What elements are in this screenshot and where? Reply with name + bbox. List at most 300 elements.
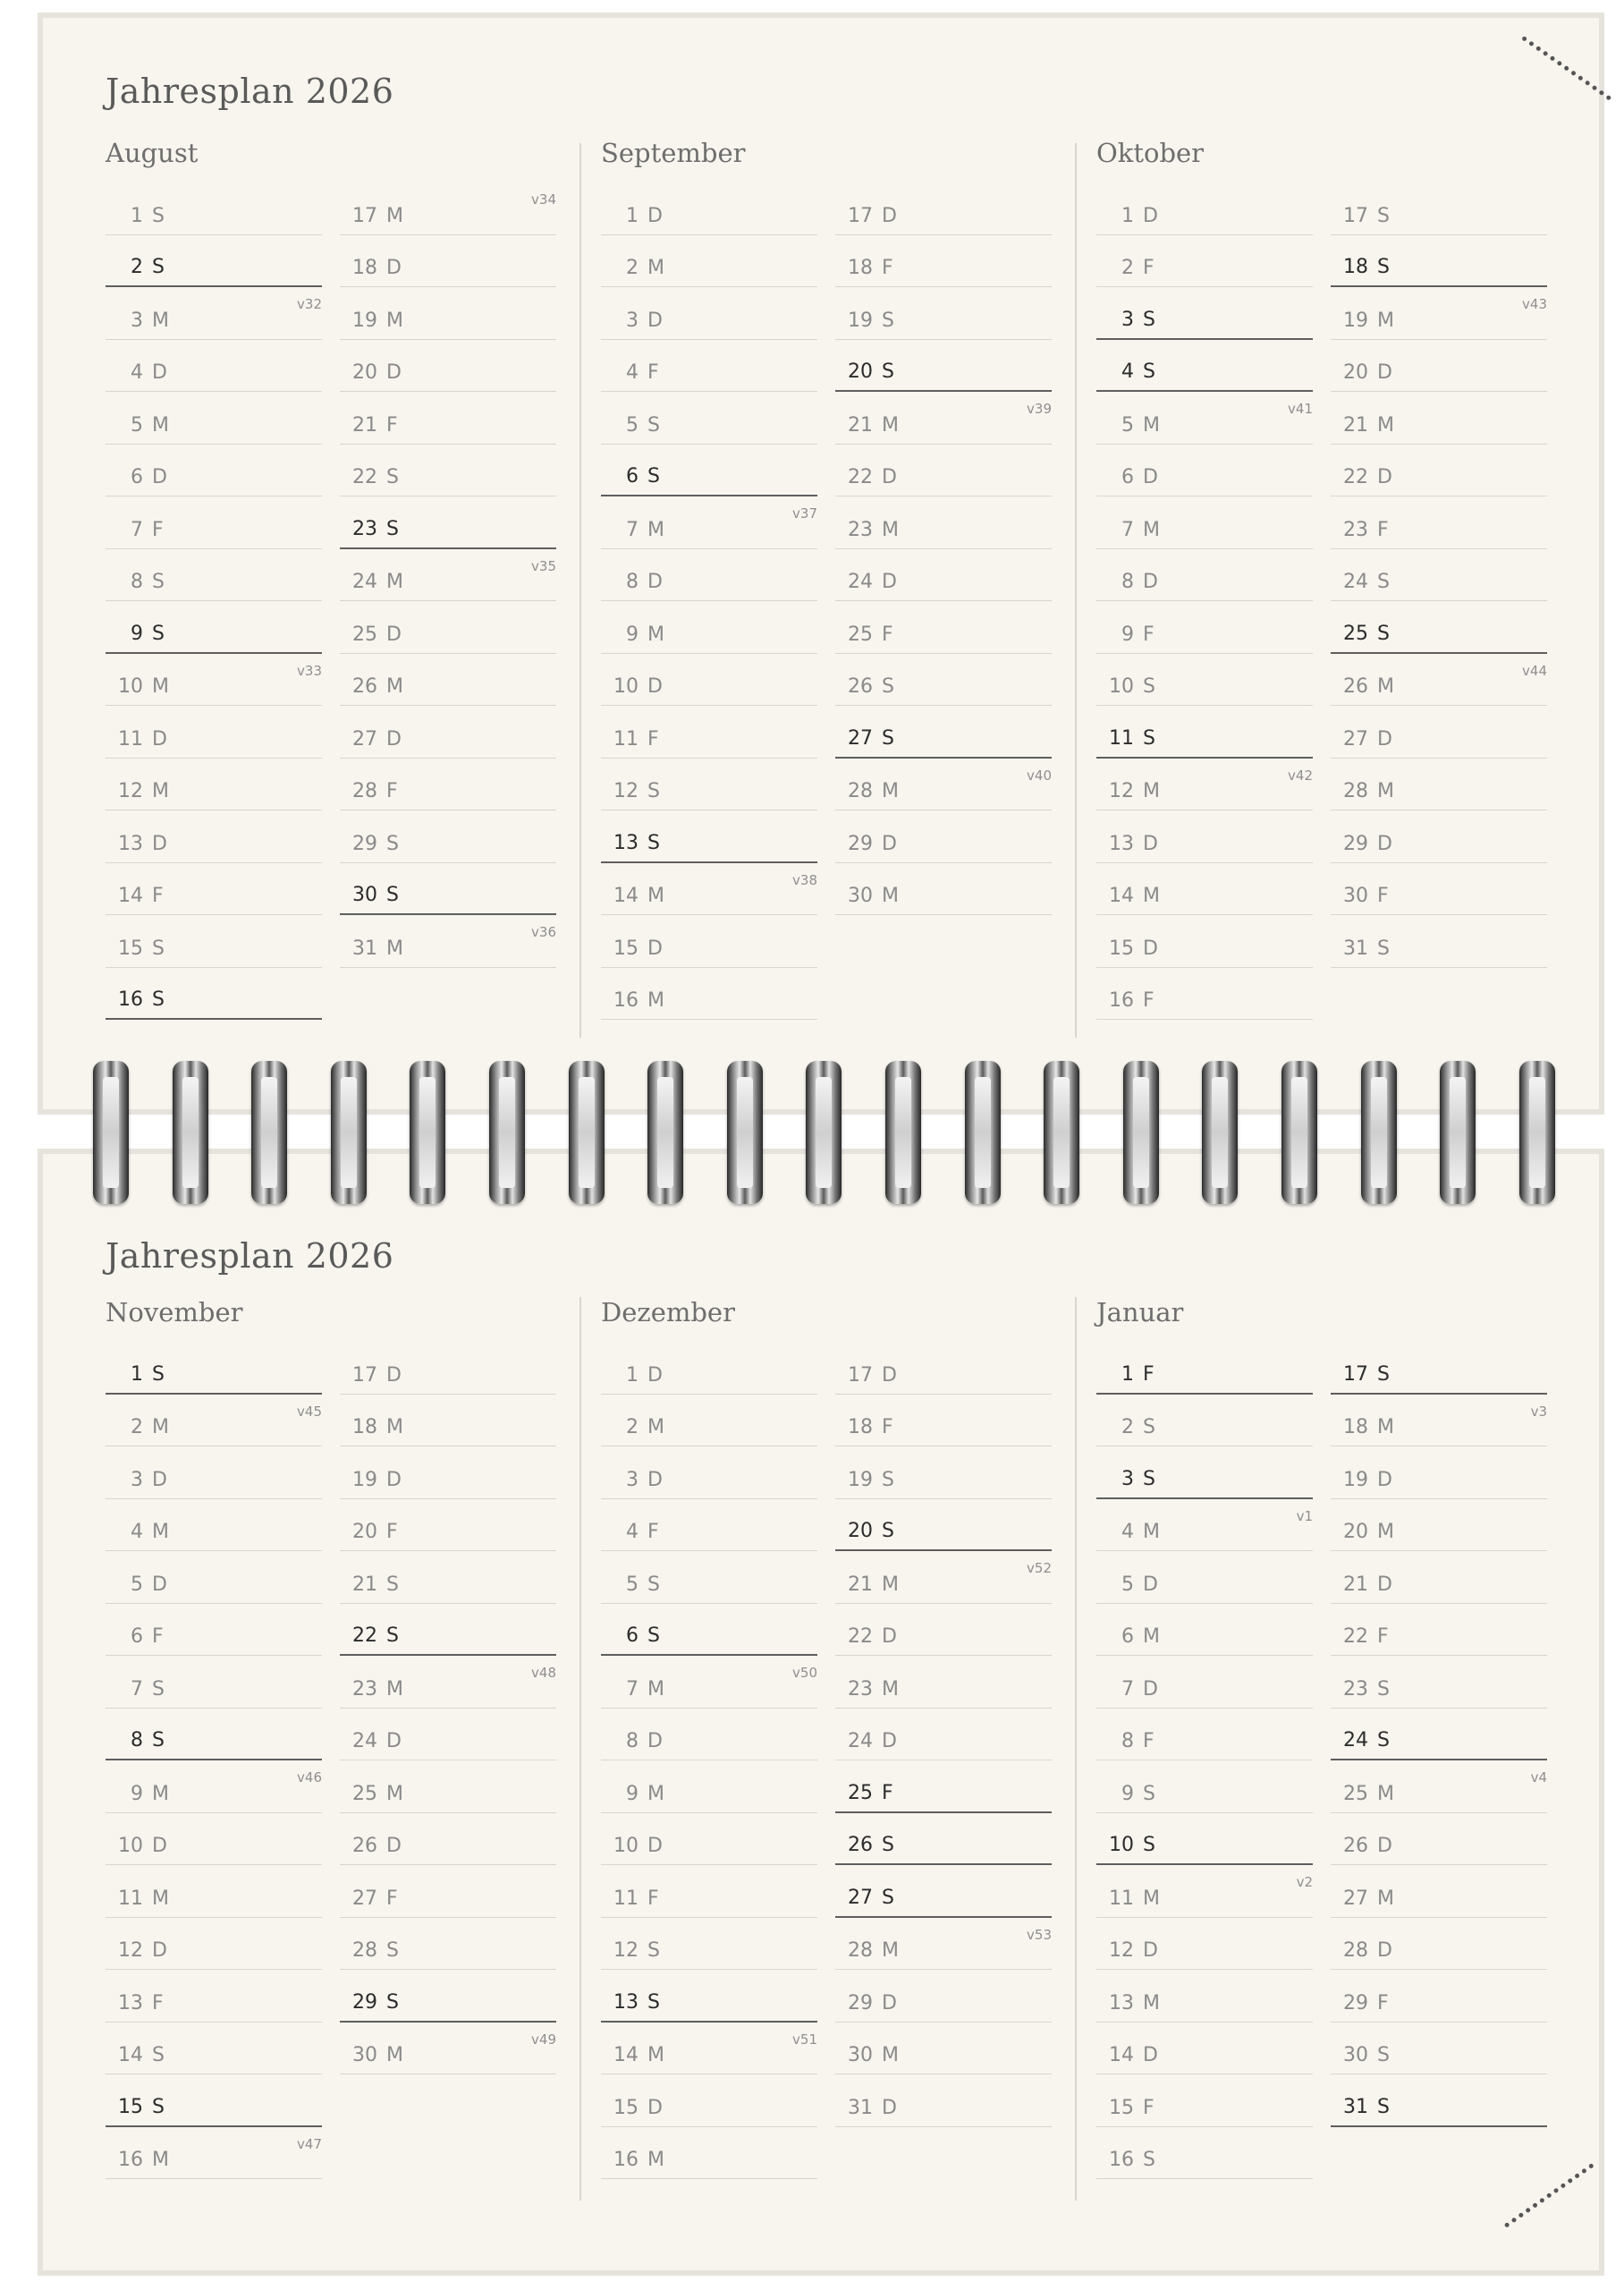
day-column bbox=[340, 1342, 556, 2179]
weekday-letter: F bbox=[1377, 885, 1389, 907]
day-number: 18 bbox=[352, 257, 377, 279]
weekday-letter: D bbox=[152, 1835, 167, 1857]
week-number: v49 bbox=[531, 2031, 556, 2048]
weekday-letter: F bbox=[1377, 1625, 1389, 1648]
day-number: 31 bbox=[1343, 2095, 1368, 2118]
day-row bbox=[340, 1918, 556, 1971]
weekday-letter: M bbox=[1377, 780, 1394, 802]
weekday-letter: F bbox=[152, 1625, 164, 1648]
spiral-ring-icon bbox=[410, 1061, 445, 1204]
weekday-letter: F bbox=[1377, 518, 1389, 541]
week-number: v2 bbox=[1296, 1874, 1313, 1890]
day-number: 6 bbox=[626, 465, 639, 488]
day-row bbox=[1331, 392, 1547, 445]
weekday-letter: F bbox=[152, 518, 164, 541]
day-number: 26 bbox=[352, 1835, 377, 1857]
day-number: 17 bbox=[352, 1363, 377, 1387]
day-row bbox=[601, 2074, 817, 2127]
day-row bbox=[106, 2127, 322, 2180]
day-number: 29 bbox=[352, 1990, 377, 2014]
day-number: 7 bbox=[626, 1677, 639, 1701]
weekday-letter: M bbox=[386, 675, 403, 698]
day-row bbox=[1331, 915, 1547, 968]
day-row bbox=[106, 1446, 322, 1499]
day-number: 5 bbox=[626, 413, 639, 437]
week-number: v42 bbox=[1288, 767, 1313, 784]
day-row bbox=[106, 392, 322, 445]
weekday-letter: M bbox=[1377, 1887, 1394, 1910]
week-number: v51 bbox=[792, 2031, 817, 2048]
weekday-letter: M bbox=[386, 937, 403, 960]
day-number: 27 bbox=[1343, 1887, 1368, 1910]
weekday-letter: D bbox=[882, 1625, 897, 1648]
week-number: v36 bbox=[531, 924, 556, 940]
day-row bbox=[601, 1342, 817, 1395]
weekday-letter: F bbox=[1143, 623, 1155, 646]
day-number: 23 bbox=[848, 1677, 873, 1701]
weekday-letter: S bbox=[1377, 1362, 1390, 1386]
weekday-letter: M bbox=[152, 780, 169, 802]
day-row bbox=[835, 549, 1052, 602]
day-number: 17 bbox=[848, 1363, 873, 1387]
weekday-letter: M bbox=[1143, 1625, 1160, 1648]
weekday-letter: S bbox=[1143, 360, 1155, 383]
weekday-letter: S bbox=[1143, 1782, 1155, 1805]
day-number: 29 bbox=[848, 1991, 873, 2014]
weekday-letter: F bbox=[1143, 989, 1155, 1012]
day-row bbox=[601, 1918, 817, 1971]
spiral-ring-icon bbox=[885, 1061, 921, 1204]
weekday-letter: M bbox=[386, 204, 403, 227]
weekday-letter: S bbox=[1377, 571, 1390, 593]
day-number: 27 bbox=[848, 1886, 873, 1909]
weekday-letter: D bbox=[647, 1363, 663, 1387]
day-number: 19 bbox=[352, 1468, 377, 1491]
day-row bbox=[106, 1342, 322, 1395]
day-row bbox=[106, 915, 322, 968]
day-number: 19 bbox=[848, 1468, 873, 1491]
day-row bbox=[1096, 1342, 1313, 1395]
weekday-letter: S bbox=[647, 831, 660, 854]
weekday-letter: F bbox=[152, 1991, 164, 2014]
day-row bbox=[106, 182, 322, 235]
day-number: 10 bbox=[1109, 1834, 1134, 1856]
day-column bbox=[835, 1342, 1052, 2179]
day-column bbox=[601, 182, 817, 1020]
day-row bbox=[106, 1918, 322, 1971]
weekday-letter: D bbox=[1143, 937, 1158, 960]
day-row bbox=[1096, 863, 1313, 916]
day-number: 11 bbox=[613, 1887, 639, 1910]
day-number: 9 bbox=[1121, 623, 1134, 646]
day-number: 15 bbox=[118, 937, 143, 960]
day-number: 22 bbox=[352, 1624, 377, 1647]
weekday-letter: D bbox=[1143, 1677, 1158, 1701]
day-number: 22 bbox=[848, 1625, 873, 1648]
day-row bbox=[340, 1865, 556, 1918]
weekday-letter: M bbox=[386, 1782, 403, 1805]
day-row bbox=[835, 1656, 1052, 1709]
day-row bbox=[1096, 2074, 1313, 2127]
day-row bbox=[835, 1709, 1052, 1761]
day-row bbox=[1096, 1918, 1313, 1971]
weekday-letter: D bbox=[882, 571, 897, 593]
day-row bbox=[106, 759, 322, 811]
day-row bbox=[835, 392, 1052, 445]
weekday-letter: D bbox=[152, 1573, 167, 1596]
day-number: 23 bbox=[848, 518, 873, 541]
weekday-letter: D bbox=[647, 2096, 663, 2119]
weekday-letter: D bbox=[152, 1939, 167, 1962]
weekday-letter: D bbox=[152, 832, 167, 855]
day-row bbox=[601, 863, 817, 916]
weekday-letter: M bbox=[1377, 309, 1394, 332]
day-number: 4 bbox=[626, 1521, 639, 1543]
day-number: 21 bbox=[1343, 413, 1368, 437]
day-row bbox=[1096, 2127, 1313, 2180]
day-column bbox=[1331, 1342, 1547, 2179]
day-row bbox=[106, 340, 322, 393]
spiral-ring-icon bbox=[1044, 1061, 1079, 1204]
weekday-letter: M bbox=[386, 571, 403, 593]
day-row bbox=[106, 1970, 322, 2023]
weekday-letter: F bbox=[1143, 1730, 1155, 1752]
day-number: 1 bbox=[131, 204, 143, 227]
day-number: 17 bbox=[352, 204, 377, 227]
day-number: 16 bbox=[613, 989, 639, 1012]
day-number: 17 bbox=[848, 204, 873, 227]
day-number: 2 bbox=[1121, 1416, 1134, 1438]
day-row bbox=[1331, 287, 1547, 340]
day-number: 21 bbox=[352, 413, 377, 437]
weekday-letter: S bbox=[647, 1624, 660, 1647]
weekday-letter: S bbox=[1143, 1834, 1155, 1856]
day-number: 14 bbox=[1109, 885, 1134, 907]
weekday-letter: M bbox=[647, 2149, 664, 2171]
day-row bbox=[106, 1395, 322, 1447]
day-row bbox=[601, 392, 817, 445]
day-row bbox=[601, 654, 817, 707]
day-row bbox=[106, 287, 322, 340]
day-number: 2 bbox=[131, 1416, 143, 1438]
day-row bbox=[1331, 549, 1547, 602]
week-number: v53 bbox=[1027, 1926, 1052, 1943]
weekday-letter: D bbox=[386, 1835, 402, 1857]
day-row bbox=[835, 1342, 1052, 1395]
day-number: 17 bbox=[1343, 1362, 1368, 1386]
week-number: v39 bbox=[1027, 401, 1052, 417]
weekday-letter: S bbox=[1143, 1467, 1155, 1490]
day-row bbox=[106, 1760, 322, 1813]
day-row bbox=[835, 1970, 1052, 2023]
day-row bbox=[1331, 1551, 1547, 1604]
day-row bbox=[340, 1499, 556, 1552]
day-row bbox=[1096, 1604, 1313, 1657]
day-number: 27 bbox=[1343, 727, 1368, 751]
day-row bbox=[835, 1865, 1052, 1918]
spiral-ring-icon bbox=[1519, 1061, 1555, 1204]
day-row bbox=[1331, 706, 1547, 759]
month-dezember bbox=[601, 1297, 1066, 2179]
day-row bbox=[1331, 1865, 1547, 1918]
day-number: 20 bbox=[1343, 361, 1368, 384]
weekday-letter: S bbox=[1143, 308, 1155, 331]
week-number: v44 bbox=[1522, 662, 1547, 679]
spiral-ring-icon bbox=[1361, 1061, 1397, 1204]
day-row bbox=[340, 549, 556, 602]
day-number: 18 bbox=[1343, 1416, 1368, 1438]
day-row bbox=[601, 1813, 817, 1866]
day-row bbox=[601, 1604, 817, 1657]
day-row bbox=[1331, 1499, 1547, 1552]
day-row bbox=[340, 445, 556, 497]
day-number: 8 bbox=[131, 1729, 143, 1751]
day-number: 6 bbox=[1121, 466, 1134, 488]
weekday-letter: D bbox=[1377, 1939, 1392, 1962]
weekday-letter: M bbox=[152, 413, 169, 437]
day-row bbox=[106, 1656, 322, 1709]
weekday-letter: D bbox=[386, 1363, 402, 1387]
day-row bbox=[106, 235, 322, 288]
day-number: 10 bbox=[613, 675, 639, 698]
weekday-letter: D bbox=[1377, 361, 1392, 384]
day-row bbox=[835, 1446, 1052, 1499]
day-number: 10 bbox=[1109, 675, 1134, 698]
weekday-letter: F bbox=[152, 885, 164, 907]
day-row bbox=[1331, 182, 1547, 235]
day-row bbox=[1331, 445, 1547, 497]
day-number: 25 bbox=[848, 623, 873, 646]
weekday-letter: M bbox=[647, 257, 664, 279]
day-row bbox=[835, 810, 1052, 863]
day-row bbox=[1331, 810, 1547, 863]
day-number: 28 bbox=[848, 1939, 873, 1962]
day-row bbox=[1096, 235, 1313, 288]
day-number: 7 bbox=[131, 1677, 143, 1701]
spiral-ring-icon bbox=[1123, 1061, 1159, 1204]
spiral-ring-icon bbox=[1281, 1061, 1317, 1204]
day-row bbox=[835, 235, 1052, 288]
weekday-letter: S bbox=[882, 1468, 894, 1491]
weekday-letter: D bbox=[386, 623, 402, 646]
day-row bbox=[1096, 1709, 1313, 1761]
day-row bbox=[601, 601, 817, 654]
day-row bbox=[1096, 1970, 1313, 2023]
day-row bbox=[1096, 1499, 1313, 1552]
weekday-letter: D bbox=[1377, 1573, 1392, 1596]
weekday-letter: M bbox=[647, 1782, 664, 1805]
weekday-letter: S bbox=[882, 726, 894, 750]
month-name: Dezember bbox=[601, 1297, 735, 1327]
day-number: 28 bbox=[352, 1939, 377, 1962]
day-column bbox=[1331, 182, 1547, 1020]
day-number: 26 bbox=[1343, 675, 1368, 698]
weekday-letter: F bbox=[1143, 257, 1155, 279]
weekday-letter: D bbox=[1377, 1468, 1392, 1491]
weekday-letter: S bbox=[152, 2044, 165, 2066]
day-row bbox=[601, 915, 817, 968]
weekday-letter: S bbox=[1143, 2149, 1155, 2171]
weekday-letter: D bbox=[882, 2096, 897, 2119]
weekday-letter: D bbox=[882, 832, 897, 855]
weekday-letter: S bbox=[152, 622, 165, 645]
weekday-letter: M bbox=[386, 1677, 403, 1701]
day-number: 29 bbox=[352, 832, 377, 855]
weekday-letter: S bbox=[647, 1573, 660, 1596]
weekday-letter: D bbox=[1143, 2044, 1158, 2066]
day-row bbox=[106, 810, 322, 863]
month-november bbox=[106, 1297, 571, 2179]
day-row bbox=[601, 968, 817, 1021]
weekday-letter: S bbox=[647, 1990, 660, 2014]
spiral-ring-icon bbox=[647, 1061, 683, 1204]
weekday-letter: F bbox=[1377, 1991, 1389, 2014]
weekday-letter: D bbox=[152, 1468, 167, 1491]
week-number: v38 bbox=[792, 871, 817, 888]
weekday-letter: D bbox=[647, 1730, 663, 1752]
day-row bbox=[835, 182, 1052, 235]
weekday-letter: M bbox=[1377, 675, 1394, 698]
day-number: 28 bbox=[1343, 780, 1368, 802]
weekday-letter: M bbox=[882, 2044, 899, 2066]
week-number: v50 bbox=[792, 1665, 817, 1681]
day-number: 10 bbox=[613, 1835, 639, 1857]
day-number: 14 bbox=[118, 885, 143, 907]
weekday-letter: M bbox=[386, 309, 403, 332]
day-row bbox=[106, 1813, 322, 1866]
day-number: 21 bbox=[848, 1573, 873, 1596]
day-number: 3 bbox=[1121, 1467, 1134, 1490]
day-number: 22 bbox=[1343, 466, 1368, 488]
day-row bbox=[106, 1865, 322, 1918]
day-number: 12 bbox=[1109, 1939, 1134, 1962]
weekday-letter: D bbox=[1377, 466, 1392, 488]
day-row bbox=[340, 1551, 556, 1604]
day-row bbox=[1331, 1656, 1547, 1709]
calendar-page-top bbox=[38, 13, 1604, 1115]
day-number: 15 bbox=[613, 2096, 639, 2119]
day-row bbox=[1331, 2074, 1547, 2127]
weekday-letter: S bbox=[647, 1939, 660, 1962]
weekday-letter: D bbox=[647, 1835, 663, 1857]
day-row bbox=[106, 968, 322, 1021]
day-number: 2 bbox=[1121, 257, 1134, 279]
day-number: 25 bbox=[352, 1782, 377, 1805]
day-number: 20 bbox=[848, 1520, 873, 1542]
day-number: 25 bbox=[1343, 622, 1368, 645]
spiral-ring-icon bbox=[251, 1061, 287, 1204]
weekday-letter: F bbox=[882, 623, 893, 646]
day-row bbox=[106, 863, 322, 916]
column-divider bbox=[579, 143, 581, 1038]
weekday-letter: F bbox=[882, 1781, 893, 1804]
day-row bbox=[835, 1499, 1052, 1552]
weekday-letter: S bbox=[647, 780, 660, 802]
day-number: 12 bbox=[118, 780, 143, 802]
day-number: 18 bbox=[352, 1416, 377, 1438]
day-row bbox=[1096, 2023, 1313, 2075]
day-number: 16 bbox=[613, 2149, 639, 2171]
weekday-letter: M bbox=[1143, 1991, 1160, 2014]
weekday-letter: M bbox=[1377, 1782, 1394, 1805]
day-number: 3 bbox=[626, 309, 639, 332]
month-september bbox=[601, 138, 1066, 1020]
week-number: v37 bbox=[792, 505, 817, 522]
day-row bbox=[601, 1760, 817, 1813]
weekday-letter: D bbox=[1143, 466, 1158, 488]
day-row bbox=[835, 706, 1052, 759]
weekday-letter: M bbox=[152, 309, 169, 332]
day-number: 30 bbox=[848, 2044, 873, 2066]
weekday-letter: M bbox=[1143, 1521, 1160, 1543]
day-row bbox=[340, 706, 556, 759]
weekday-letter: S bbox=[386, 1624, 399, 1647]
weekday-letter: D bbox=[1143, 204, 1158, 227]
week-number: v4 bbox=[1530, 1769, 1547, 1785]
day-number: 4 bbox=[1121, 1521, 1134, 1543]
day-row bbox=[340, 2023, 556, 2075]
day-number: 11 bbox=[118, 1887, 143, 1910]
day-number: 16 bbox=[118, 2149, 143, 2171]
weekday-letter: F bbox=[882, 1416, 893, 1438]
day-number: 7 bbox=[131, 518, 143, 541]
day-number: 6 bbox=[131, 466, 143, 488]
weekday-letter: S bbox=[882, 1834, 894, 1856]
day-row bbox=[601, 549, 817, 602]
day-row bbox=[835, 1918, 1052, 1971]
day-number: 15 bbox=[613, 937, 639, 960]
day-row bbox=[835, 654, 1052, 707]
weekday-letter: M bbox=[1143, 1887, 1160, 1910]
day-number: 13 bbox=[118, 1991, 143, 2014]
weekday-letter: S bbox=[152, 937, 165, 960]
weekday-letter: M bbox=[1377, 1416, 1394, 1438]
day-column bbox=[106, 1342, 322, 2179]
day-row bbox=[1331, 1709, 1547, 1761]
day-row bbox=[835, 340, 1052, 393]
day-number: 29 bbox=[1343, 1991, 1368, 2014]
weekday-letter: S bbox=[882, 675, 894, 698]
day-number: 13 bbox=[1109, 832, 1134, 855]
weekday-letter: D bbox=[1377, 1835, 1392, 1857]
day-row bbox=[1096, 968, 1313, 1021]
weekday-letter: M bbox=[1377, 1521, 1394, 1543]
weekday-letter: D bbox=[1377, 727, 1392, 751]
day-row bbox=[1096, 182, 1313, 235]
week-number: v52 bbox=[1027, 1560, 1052, 1576]
day-number: 23 bbox=[1343, 518, 1368, 541]
day-row bbox=[1096, 445, 1313, 497]
day-number: 24 bbox=[1343, 571, 1368, 593]
weekday-letter: D bbox=[882, 466, 897, 488]
day-row bbox=[601, 1395, 817, 1447]
weekday-letter: M bbox=[1143, 413, 1160, 437]
day-row bbox=[1096, 915, 1313, 968]
day-row bbox=[601, 1656, 817, 1709]
day-number: 5 bbox=[626, 1573, 639, 1596]
day-row bbox=[601, 1865, 817, 1918]
day-row bbox=[1331, 759, 1547, 811]
day-row bbox=[1096, 759, 1313, 811]
day-number: 13 bbox=[613, 1990, 639, 2014]
day-row bbox=[601, 1551, 817, 1604]
weekday-letter: M bbox=[1143, 518, 1160, 541]
weekday-letter: M bbox=[386, 1416, 403, 1438]
day-row bbox=[601, 2023, 817, 2075]
weekday-letter: S bbox=[1377, 937, 1390, 960]
day-row bbox=[601, 1499, 817, 1552]
day-row bbox=[1331, 1446, 1547, 1499]
